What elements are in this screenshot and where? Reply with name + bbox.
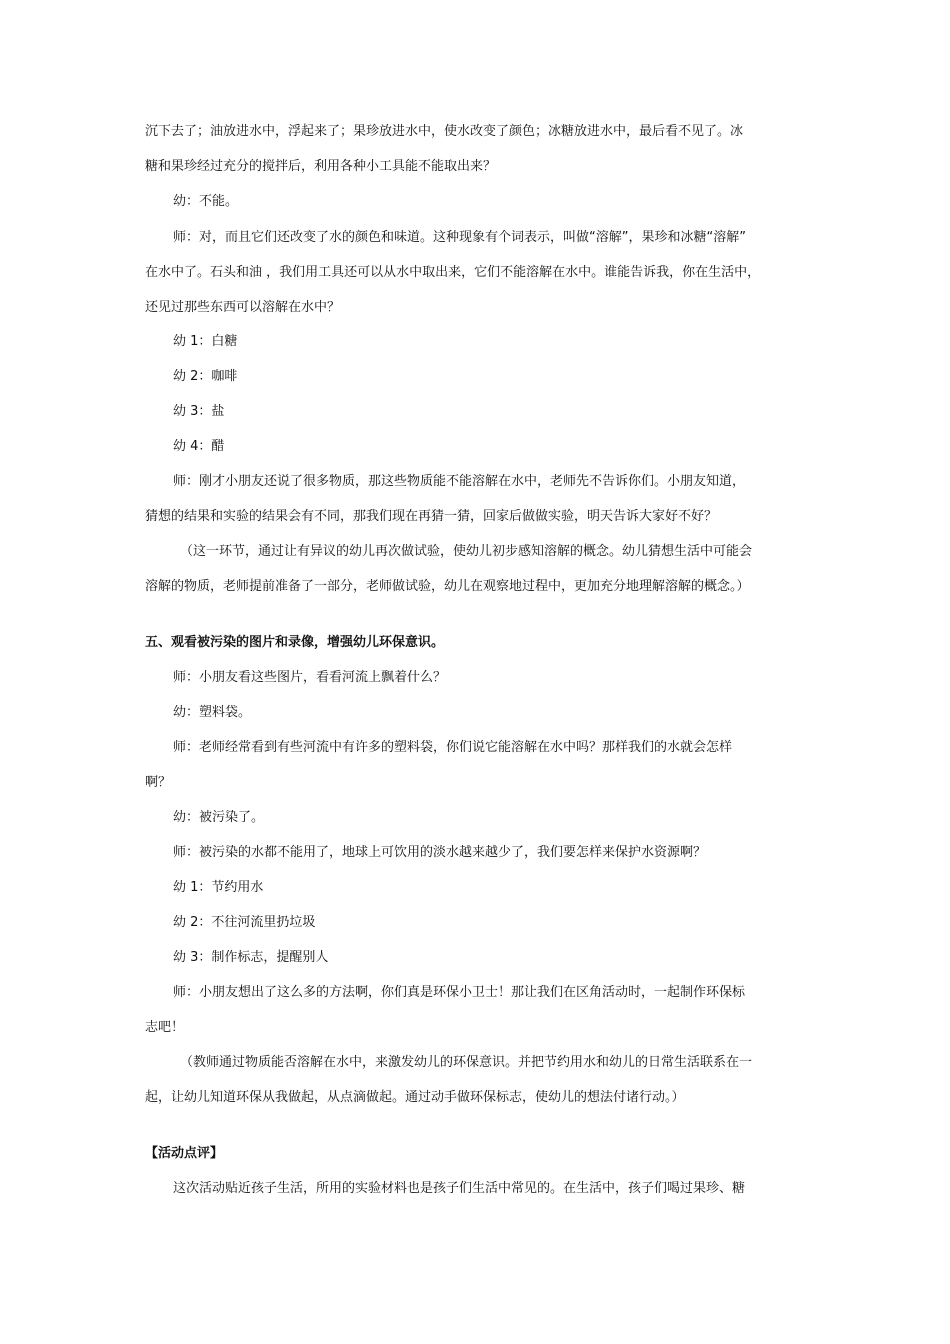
paragraph-line: 志吧！: [145, 1020, 185, 1035]
child-answer: 幼 3：盐: [173, 404, 225, 419]
paragraph-line: 糖和果珍经过充分的搅拌后，利用各种小工具能不能取出来？: [145, 159, 497, 174]
commentary-line: 起，让幼儿知道环保从我做起，从点滴做起。通过动手做环保标志，使幼儿的想法付诸行动。）: [145, 1090, 685, 1105]
teacher-line: 师：对，而且它们还改变了水的颜色和味道。这种现象有个词表示，叫做“溶解”，果珍和冰糖“溶解”: [173, 230, 746, 245]
child-answer: 幼：塑料袋。: [173, 705, 252, 720]
child-answer: 幼 4：醋: [173, 439, 225, 454]
paragraph-line: 在水中了。石头和油 ，我们用工具还可以从水中取出来，它们不能溶解在水中。谁能告诉我，你在生活中，: [145, 265, 761, 280]
child-answer: 幼：不能。: [173, 194, 239, 209]
commentary-line: （教师通过物质能否溶解在水中，来激发幼儿的环保意识。并把节约用水和幼儿的日常生活联系在一: [180, 1055, 753, 1070]
paragraph-line: 这次活动贴近孩子生活，所用的实验材料也是孩子们生活中常见的。在生活中，孩子们喝过果珍、糖: [173, 1181, 746, 1196]
paragraph-line: 啊？: [145, 775, 172, 790]
teacher-line: 师：小朋友想出了这么多的方法啊，你们真是环保小卫士！那让我们在区角活动时，一起制作环保标: [173, 985, 746, 1000]
teacher-line: 师：小朋友看这些图片，看看河流上飘着什么？: [173, 670, 447, 685]
child-answer: 幼 3：制作标志，提醒别人: [173, 950, 329, 965]
commentary-line: 溶解的物质，老师提前准备了一部分，老师做试验，幼儿在观察地过程中，更加充分地理解溶解的概念。）: [145, 579, 750, 594]
teacher-line: 师：刚才小朋友还说了很多物质，那这些物质能不能溶解在水中，老师先不告诉你们。小朋友知道，: [173, 474, 746, 489]
paragraph-line: 猜想的结果和实验的结果会有不同，那我们现在再猜一猜，回家后做做实验，明天告诉大家好不好？: [145, 509, 718, 524]
teacher-line: 师：被污染的水都不能用了，地球上可饮用的淡水越来越少了，我们要怎样来保护水资源啊？: [173, 845, 707, 860]
child-answer: 幼 1：节约用水: [173, 880, 264, 895]
child-answer: 幼：被污染了。: [173, 810, 265, 825]
child-answer: 幼 2：不往河流里扔垃圾: [173, 915, 316, 930]
review-heading: 【活动点评】: [145, 1146, 224, 1161]
child-answer: 幼 1：白糖: [173, 334, 238, 349]
teacher-line: 师：老师经常看到有些河流中有许多的塑料袋，你们说它能溶解在水中吗？那样我们的水就会怎样: [173, 740, 733, 755]
commentary-line: （这一环节，通过让有异议的幼儿再次做试验，使幼儿初步感知溶解的概念。幼儿猜想生活中可能会: [180, 544, 753, 559]
paragraph-line: 还见过那些东西可以溶解在水中？: [145, 300, 341, 315]
child-answer: 幼 2：咖啡: [173, 369, 238, 384]
section-heading: 五、观看被污染的图片和录像，增强幼儿环保意识。: [145, 635, 445, 650]
paragraph-line: 沉下去了；油放进水中，浮起来了；果珍放进水中，使水改变了颜色；冰糖放进水中，最后看不见了。冰: [145, 124, 744, 139]
